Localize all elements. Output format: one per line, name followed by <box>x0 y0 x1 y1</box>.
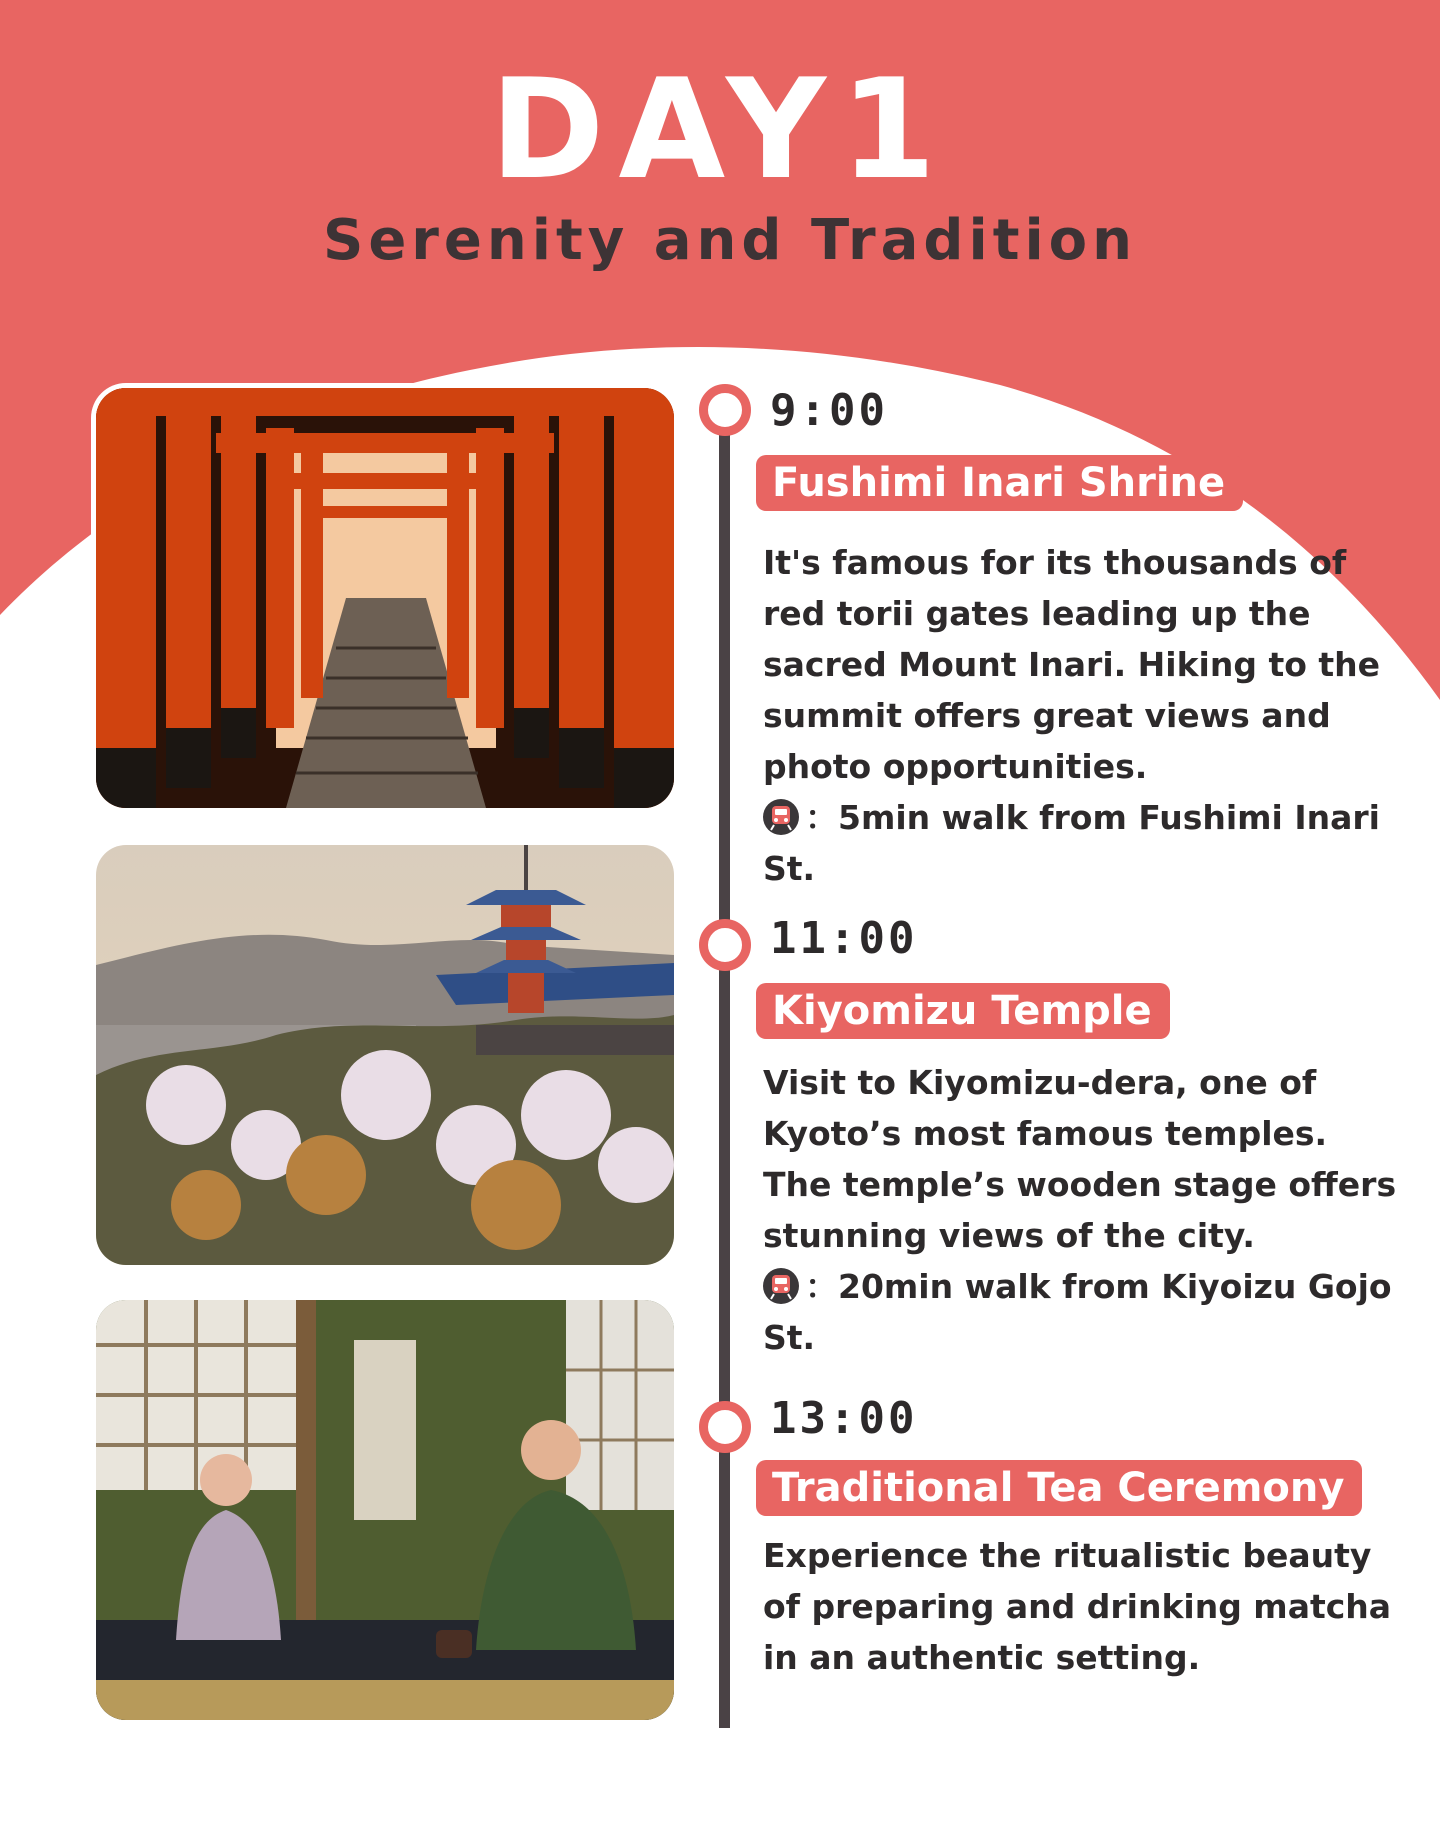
stop-time: 13:00 <box>770 1393 918 1444</box>
torii-gates-photo <box>96 388 674 808</box>
stop-time: 9:00 <box>770 385 888 436</box>
page-subtitle: Serenity and Tradition <box>322 208 1138 273</box>
stop-name: Fushimi Inari Shrine <box>756 455 1243 511</box>
timeline-node <box>699 1401 751 1453</box>
stop-name: Traditional Tea Ceremony <box>756 1460 1362 1516</box>
train-icon <box>763 799 799 835</box>
page-title: DAY1 <box>489 49 951 210</box>
tea-ceremony-photo <box>96 1300 674 1720</box>
stop-description: Visit to Kiyomizu-dera, one of Kyoto’s most famous temples. The temple’s wooden stage offers stunning views of the city. <box>763 1063 1397 1255</box>
stop-name: Kiyomizu Temple <box>756 983 1170 1039</box>
timeline-node <box>699 919 751 971</box>
stop-description: It's famous for its thousands of red torii gates leading up the sacred Mount Inari. Hiking to the summit offers great views and photo opportunities. <box>763 543 1381 786</box>
train-icon <box>763 1268 799 1304</box>
stop-description-block <box>763 537 1403 894</box>
stop-access-text: ：20min walk from Kiyoizu Gojo St. <box>763 1267 1392 1357</box>
timeline-node <box>699 384 751 436</box>
stop-description: Experience the ritualistic beauty of preparing and drinking matcha in an authentic setting. <box>763 1536 1392 1677</box>
pagoda-temple-photo <box>96 845 674 1265</box>
stop-access-text: ：5min walk from Fushimi Inari St. <box>763 798 1380 888</box>
stop-description-block <box>763 1530 1403 1683</box>
stop-access <box>763 792 1403 894</box>
stop-access <box>763 1261 1403 1363</box>
stop-description-block <box>763 1057 1403 1363</box>
timeline-line <box>719 412 730 1728</box>
stop-time: 11:00 <box>770 913 918 964</box>
